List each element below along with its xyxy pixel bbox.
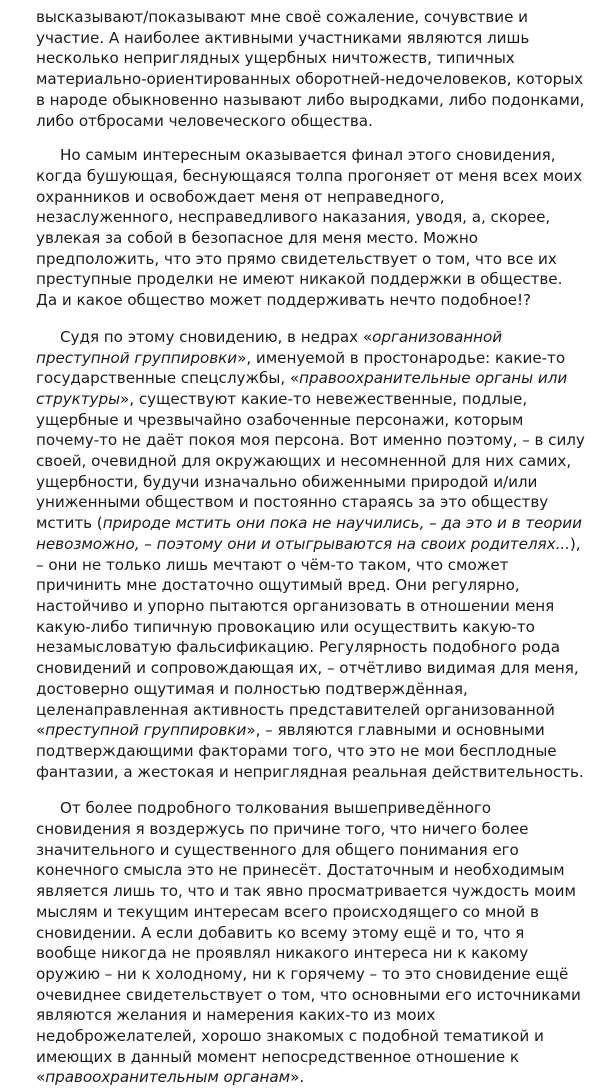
italic-quote: правоохранительным органам	[45, 1068, 291, 1087]
italic-quote: преступной группировки	[45, 721, 247, 740]
paragraph-2	[36, 145, 586, 311]
paragraph-1	[36, 7, 586, 131]
paragraph-text: », именуемой в простонародье: какие-то государственные спецслужбы, «	[36, 348, 566, 388]
paragraph-text: Но самым интересным оказывается финал этого сновидения, когда бушующая, беснующаяся толпа прогоняет от меня всех моих охранников и освобождает меня от неправедного, незаслуженного, несправедливого наказания, уводя, а, скорее, увлекая за собой в безопасное для меня место. Можно предположить, что это прямо свидетельствует о том, что все их преступные проделки не имеют никакой поддержки в обществе. Да и какое общество может поддерживать нечто подобное!?	[36, 146, 583, 310]
paragraph-3	[36, 327, 586, 782]
paragraph-text: высказывают/показывают мне своё сожаление, сочувствие и участие. А наиболее активными участниками являются лишь несколько неприглядных ущербных ничтожеств, типичных материально-ориентированных оборотней-недочеловеков, которых в народе обыкновенно называют либо выродками, либо подонками, либо отбросами человеческого общества.	[36, 8, 585, 130]
paragraph-text: », – являются главными и основными подтверждающими факторами того, что это не мои бесплодные фантазии, а жестокая и неприглядная реальная действительность.	[36, 721, 584, 781]
paragraph-text: Судя по этому сновидению, в недрах «	[60, 327, 373, 346]
paragraph-4	[36, 798, 586, 1088]
paragraph-text: », существуют какие-то невежественные, подлые, ущербные и чрезвычайно озабоченные персонажи, которым почему-то не даёт покоя моя персона. Вот именно поэтому, – в силу своей, очевидной для окружающих и несомненной для них самих, ущербности, будучи изначально обиженными природой и/или униженными обществом и постоянно стараясь за это обществу мстить (	[36, 389, 585, 533]
italic-quote: природе мстить они пока не научились, – да это и в теории невозможно, – поэтому они и отыгрываются на своих родителях...	[36, 514, 582, 553]
paragraph-text: ».	[290, 1068, 305, 1087]
italic-quote: правоохранительные органы или структуры	[36, 369, 568, 408]
paragraph-text: ), – они не только лишь мечтают о чём-то таком, что сможет причинить мне достаточно ощутимый вред. Они регулярно, настойчиво и упорно пытаются организовать в отношении меня какую-либо типичную провокацию или осуществить какую-то незамысловатую фальсификацию. Регулярность подобного рода сновидений и сопровождающая их, – отчётливо видимая для меня, достоверно ощутимая и полностью подтверждённая, целенаправленная активность представителей организованной «	[36, 534, 581, 740]
paragraph-text: От более подробного толкования вышеприведённого сновидения я воздержусь по причине того, что ничего более значительного и существенного для общего понимания его конечного смысла это не принесёт. Достаточным и необходимым является лишь то, что и так явно просматривается чуждость моим мыслям и текущим интересам всего происходящего со мной в сновидении. А если добавить ко всему этому ещё и то, что я вообще никогда не проявлял никакого интереса ни к какому оружию – ни к холодному, ни к горячему – то это сновидение ещё очевиднее свидетельствует о том, что основными его источниками являются желания и намерения каких-то из моих недоброжелателей, хорошо знакомых с подобной тематикой и имеющих в данный момент непосредственное отношение к «	[36, 799, 581, 1087]
italic-quote: организованной преступной группировки	[36, 327, 503, 367]
